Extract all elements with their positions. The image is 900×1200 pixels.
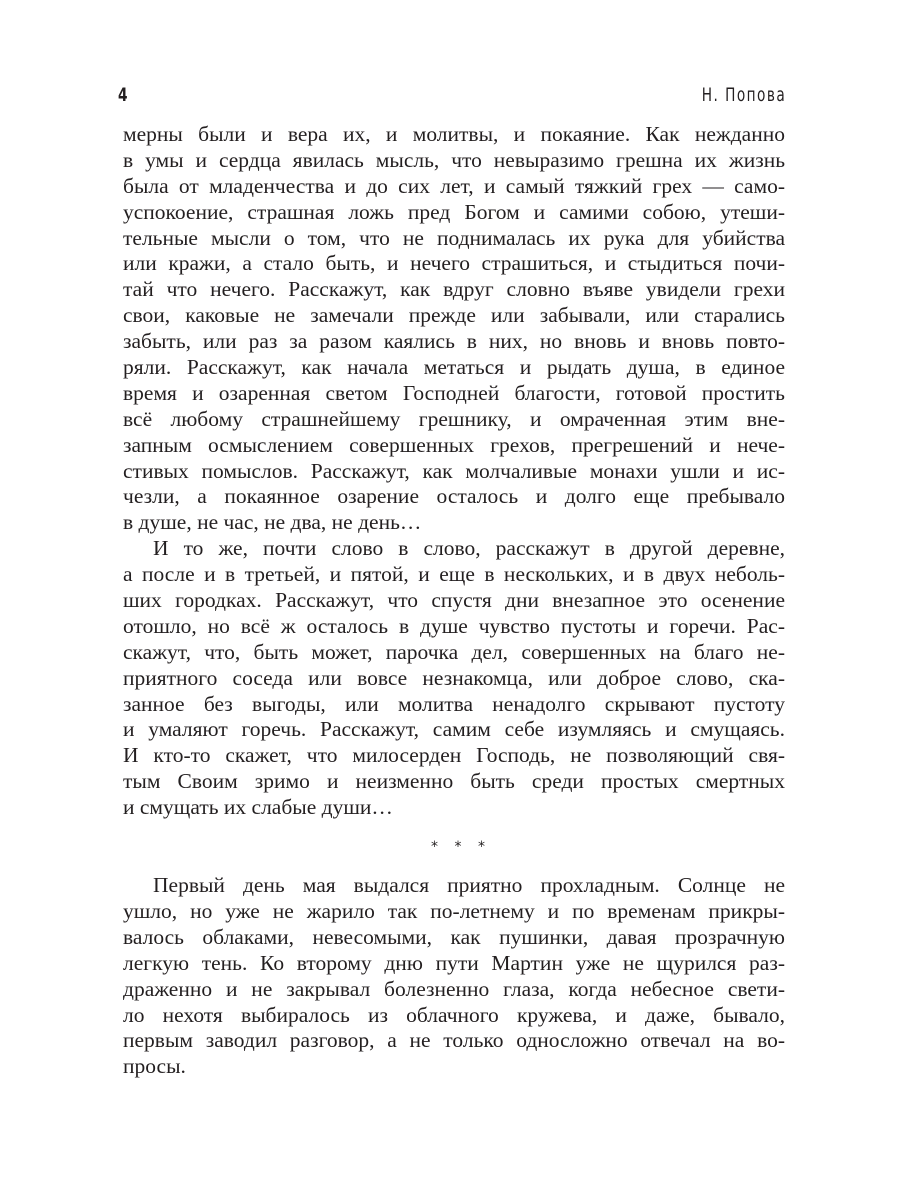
text-line: в умы и сердца явилась мысль, что невыразимо грешна их жизнь [123,147,785,172]
text-line: Первый день мая выдался приятно прохладным. Солнце не [153,873,785,898]
text-line: драженно и не закрывал болезненно глаза, когда небесное свети- [123,976,785,1001]
text-line: первым заводил разговор, а не только односложно отвечал на во- [123,1028,785,1053]
text-line: тым Своим зримо и неизменно быть среди простых смертных [123,769,785,794]
page-number: 4 [118,84,128,106]
text-line: стивых помыслов. Расскажут, как молчаливые монахи ушли и ис- [123,458,785,483]
text-line: время и озаренная светом Господней благости, готовой простить [123,380,785,405]
running-head-author: Н. Попова [701,84,786,106]
text-line: забыть, или раз за разом каялись в них, но вновь и вновь повто- [123,329,785,354]
text-line: валось облаками, невесомыми, как пушинки, давая прозрачную [123,924,785,949]
text-line: а после и в третьей, и пятой, и еще в нескольких, и в двух неболь- [123,562,785,587]
paragraph [123,873,785,1080]
text-line: в душе, не час, не два, не день… [123,510,422,535]
text-line: и смущать их слабые души… [123,795,393,820]
text-line: И кто-то скажет, что милосерден Господь, не позволяющий свя- [123,743,785,768]
text-line: занное без выгоды, или молитва ненадолго скрывают пустоту [123,691,785,716]
text-line: просы. [123,1054,186,1079]
text-line: легкую тень. Ко второму дню пути Мартин уже не щурился раз- [123,950,785,975]
paragraph [123,536,785,821]
text-line: приятного соседа или вовсе незнакомца, или доброе слово, ска- [123,665,785,690]
section-separator: * * * [431,839,485,856]
text-line: свои, каковые не замечали прежде или забывали, или старались [123,303,785,328]
text-line: была от младенчества и до сих лет, и самый тяжкий грех — само- [123,173,785,198]
text-line: мерны были и вера их, и молитвы, и покаяние. Как нежданно [123,122,785,146]
page-header [118,84,786,110]
text-line: и умаляют горечь. Расскажут, самим себе изумляясь и смущаясь. [123,717,785,742]
text-line: И то же, почти слово в слово, расскажут в другой деревне, [153,536,785,561]
text-line: всё любому страшнейшему грешнику, и омраченная этим вне- [123,406,785,431]
text-line: чезли, а покаянное озарение осталось и долго еще пребывало [123,484,785,509]
text-line: скажут, что, быть может, парочка дел, совершенных на благо не- [123,639,785,664]
text-line: тай что нечего. Расскажут, как вдруг словно въяве увидели грехи [123,277,785,302]
paragraph [123,122,785,536]
text-line: ших городках. Расскажут, что спустя дни внезапное это осенение [123,588,785,613]
text-line: или кражи, а стало быть, и нечего страшиться, и стыдиться почи- [123,251,785,276]
body-text [123,122,785,1080]
text-line: отошло, но всё ж осталось в душе чувство пустоты и горечи. Рас- [123,613,785,638]
text-line: успокоение, страшная ложь пред Богом и самими собою, утеши- [123,199,785,224]
text-line: тельные мысли о том, что не поднималась их рука для убийства [123,225,785,250]
text-line: запным осмыслением совершенных грехов, прегрешений и нече- [123,432,785,457]
text-line: ряли. Расскажут, как начала метаться и рыдать душа, в единое [123,355,785,380]
text-line: ло нехотя выбиралось из облачного кружева, и даже, бывало, [123,1002,785,1027]
text-line: ушло, но уже не жарило так по-летнему и по временам прикры- [123,898,785,923]
